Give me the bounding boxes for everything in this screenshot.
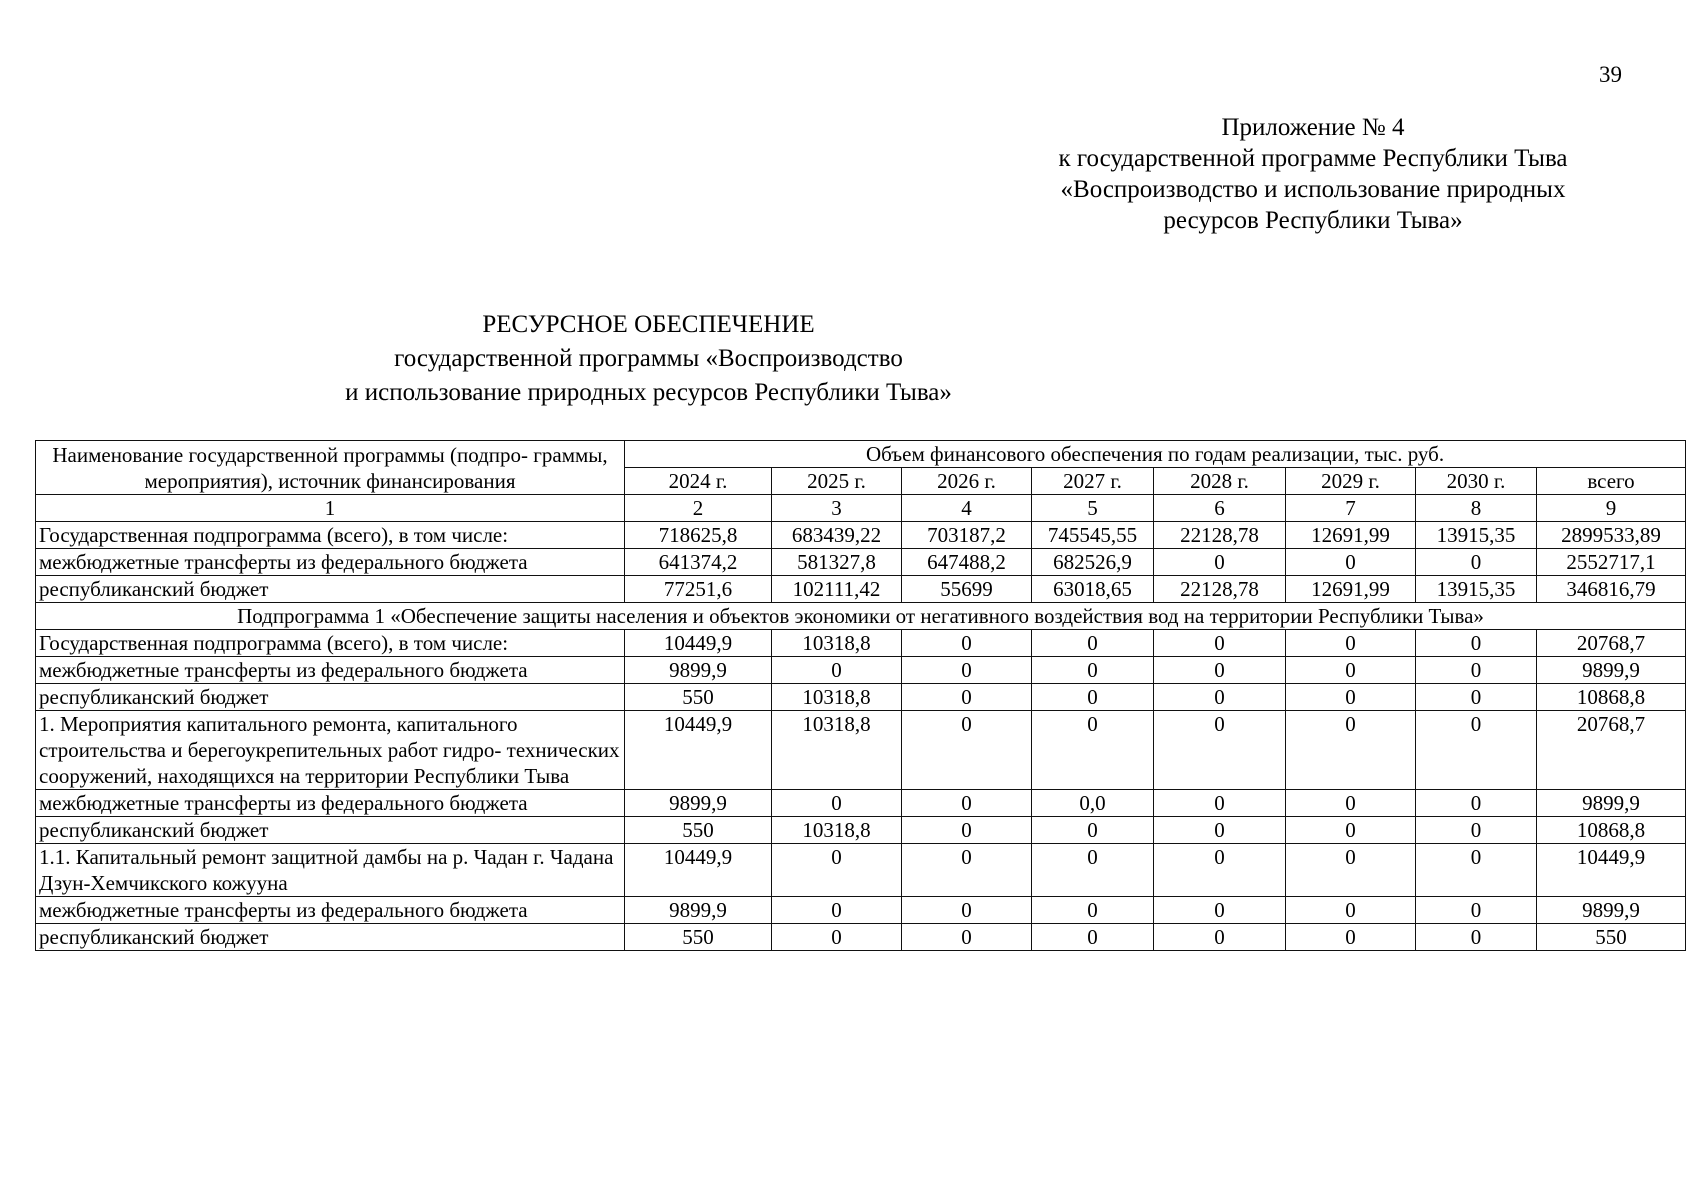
- header-name: Наименование государственной программы (подпро- граммы, мероприятия), источник финансирования: [36, 441, 625, 495]
- row-value: 22128,78: [1154, 522, 1286, 549]
- row-value: 77251,6: [625, 576, 772, 603]
- table-row: [36, 522, 1686, 549]
- row-name: Государственная подпрограмма (всего), в том числе:: [36, 630, 625, 657]
- row-value: 0: [1286, 790, 1416, 817]
- row-value: 0: [1286, 711, 1416, 790]
- row-value: 0: [1416, 549, 1537, 576]
- title-line-3: и использование природных ресурсов Республики Тыва»: [345, 379, 952, 406]
- row-value: 0: [1416, 844, 1537, 897]
- header-year: 2025 г.: [772, 468, 902, 495]
- row-value: 0: [902, 924, 1032, 951]
- row-value: 0: [772, 844, 902, 897]
- row-value: 683439,22: [772, 522, 902, 549]
- row-value: 13915,35: [1416, 522, 1537, 549]
- appendix-line-3: «Воспроизводство и использование природных: [1060, 176, 1566, 203]
- table-row: [36, 844, 1686, 897]
- row-value: 718625,8: [625, 522, 772, 549]
- row-value: 682526,9: [1032, 549, 1154, 576]
- appendix-line-1: Приложение № 4: [1221, 114, 1405, 141]
- row-name: межбюджетные трансферты из федерального бюджета: [36, 790, 625, 817]
- header-year: 2026 г.: [902, 468, 1032, 495]
- row-value: 0: [1416, 924, 1537, 951]
- row-value: 0: [902, 657, 1032, 684]
- row-value: 0: [1286, 630, 1416, 657]
- subprogram-rows: [36, 630, 1686, 951]
- table-row: [36, 684, 1686, 711]
- row-value: 10868,8: [1537, 817, 1686, 844]
- row-value: 10868,8: [1537, 684, 1686, 711]
- subprogram-title-row: [36, 603, 1686, 630]
- row-value: 0: [902, 817, 1032, 844]
- title-line-1: РЕСУРСНОЕ ОБЕСПЕЧЕНИЕ: [482, 311, 815, 338]
- row-value: 9899,9: [1537, 657, 1686, 684]
- row-value: 703187,2: [902, 522, 1032, 549]
- appendix-note: [963, 112, 1663, 236]
- row-name: межбюджетные трансферты из федерального бюджета: [36, 549, 625, 576]
- appendix-line-2: к государственной программе Республики Тыва: [1058, 145, 1568, 172]
- row-value: 20768,7: [1537, 630, 1686, 657]
- row-name: республиканский бюджет: [36, 576, 625, 603]
- table-row: [36, 897, 1686, 924]
- row-value: 2899533,89: [1537, 522, 1686, 549]
- row-name: 1.1. Капитальный ремонт защитной дамбы на р. Чадан г. Чадана Дзун-Хемчикского кожууна: [36, 844, 625, 897]
- row-value: 0: [1154, 924, 1286, 951]
- header-year: 2028 г.: [1154, 468, 1286, 495]
- row-value: 102111,42: [772, 576, 902, 603]
- appendix-line-4: ресурсов Республики Тыва»: [1163, 207, 1463, 234]
- row-value: 0: [1286, 684, 1416, 711]
- column-number: 6: [1154, 495, 1286, 522]
- row-value: 745545,55: [1032, 522, 1154, 549]
- row-value: 9899,9: [1537, 790, 1686, 817]
- row-value: 0: [1032, 844, 1154, 897]
- row-value: 0: [1032, 924, 1154, 951]
- row-value: 13915,35: [1416, 576, 1537, 603]
- row-value: 0: [902, 897, 1032, 924]
- program-rows: [36, 522, 1686, 603]
- column-number: 5: [1032, 495, 1154, 522]
- row-value: 0: [1416, 897, 1537, 924]
- row-value: 0: [1154, 657, 1286, 684]
- header-year: 2029 г.: [1286, 468, 1416, 495]
- row-value: 9899,9: [625, 657, 772, 684]
- row-value: 0: [772, 924, 902, 951]
- table-row: [36, 817, 1686, 844]
- row-name: межбюджетные трансферты из федерального бюджета: [36, 657, 625, 684]
- header-total: всего: [1537, 468, 1686, 495]
- page-number: 39: [1599, 62, 1622, 87]
- row-value: 0: [1416, 790, 1537, 817]
- row-value: 0: [1286, 897, 1416, 924]
- row-value: 10318,8: [772, 630, 902, 657]
- title-line-2: государственной программы «Воспроизводство: [394, 345, 903, 372]
- subprogram-section: [36, 603, 1686, 630]
- row-value: 0: [1154, 684, 1286, 711]
- table-row: [36, 576, 1686, 603]
- row-value: 0: [902, 790, 1032, 817]
- row-value: 0: [1032, 711, 1154, 790]
- row-value: 0: [902, 684, 1032, 711]
- subprogram-title: Подпрограмма 1 «Обеспечение защиты населения и объектов экономики от негативного воздействия вод на территории Республики Тыва»: [36, 603, 1686, 630]
- row-value: 0: [1286, 924, 1416, 951]
- table-row: [36, 711, 1686, 790]
- row-value: 20768,7: [1537, 711, 1686, 790]
- row-value: 550: [625, 924, 772, 951]
- row-value: 10318,8: [772, 684, 902, 711]
- resource-table: [35, 440, 1686, 951]
- table-row: [36, 657, 1686, 684]
- row-value: 10318,8: [772, 817, 902, 844]
- row-value: 0: [902, 630, 1032, 657]
- row-value: 0: [772, 657, 902, 684]
- row-value: 550: [625, 817, 772, 844]
- row-value: 0: [1154, 790, 1286, 817]
- row-value: 0: [1154, 844, 1286, 897]
- header-year: 2030 г.: [1416, 468, 1537, 495]
- row-name: Государственная подпрограмма (всего), в том числе:: [36, 522, 625, 549]
- header-year: 2027 г.: [1032, 468, 1154, 495]
- row-name: 1. Мероприятия капитального ремонта, капитального строительства и берегоукрепительных работ гидро- технических сооружений, находящихся на территории Республики Тыва: [36, 711, 625, 790]
- table-row: [36, 549, 1686, 576]
- row-value: 0: [1154, 549, 1286, 576]
- row-value: 0: [772, 790, 902, 817]
- column-number: 2: [625, 495, 772, 522]
- row-value: 550: [1537, 924, 1686, 951]
- row-value: 0: [1286, 844, 1416, 897]
- row-value: 647488,2: [902, 549, 1032, 576]
- column-number: 8: [1416, 495, 1537, 522]
- column-number: 4: [902, 495, 1032, 522]
- row-value: 0: [1416, 657, 1537, 684]
- row-value: 346816,79: [1537, 576, 1686, 603]
- row-name: республиканский бюджет: [36, 684, 625, 711]
- column-number: 3: [772, 495, 902, 522]
- document-title: [0, 308, 1297, 410]
- column-number: 1: [36, 495, 625, 522]
- header-year: 2024 г.: [625, 468, 772, 495]
- row-value: 0: [902, 711, 1032, 790]
- row-value: 12691,99: [1286, 522, 1416, 549]
- row-value: 0: [772, 897, 902, 924]
- row-value: 0: [1416, 711, 1537, 790]
- row-value: 0: [1154, 630, 1286, 657]
- row-value: 22128,78: [1154, 576, 1286, 603]
- row-value: 581327,8: [772, 549, 902, 576]
- row-value: 550: [625, 684, 772, 711]
- row-value: 10449,9: [1537, 844, 1686, 897]
- row-value: 10318,8: [772, 711, 902, 790]
- row-value: 0,0: [1032, 790, 1154, 817]
- row-value: 10449,9: [625, 844, 772, 897]
- row-name: республиканский бюджет: [36, 924, 625, 951]
- row-value: 10449,9: [625, 630, 772, 657]
- row-value: 0: [1032, 657, 1154, 684]
- row-value: 641374,2: [625, 549, 772, 576]
- row-value: 0: [1032, 817, 1154, 844]
- row-value: 0: [1032, 630, 1154, 657]
- row-name: республиканский бюджет: [36, 817, 625, 844]
- row-value: 0: [1416, 684, 1537, 711]
- row-value: 0: [902, 844, 1032, 897]
- row-value: 0: [1154, 711, 1286, 790]
- table-row: [36, 630, 1686, 657]
- row-value: 0: [1416, 630, 1537, 657]
- row-value: 0: [1286, 817, 1416, 844]
- row-value: 10449,9: [625, 711, 772, 790]
- table-row: [36, 924, 1686, 951]
- row-value: 9899,9: [625, 790, 772, 817]
- column-number-row: [36, 495, 1686, 522]
- row-value: 0: [1032, 897, 1154, 924]
- header-volume: Объем финансового обеспечения по годам реализации, тыс. руб.: [625, 441, 1686, 468]
- column-number: 7: [1286, 495, 1416, 522]
- row-value: 0: [1416, 817, 1537, 844]
- row-value: 12691,99: [1286, 576, 1416, 603]
- row-value: 55699: [902, 576, 1032, 603]
- row-value: 9899,9: [1537, 897, 1686, 924]
- row-value: 0: [1154, 817, 1286, 844]
- row-value: 0: [1032, 684, 1154, 711]
- table-row: [36, 790, 1686, 817]
- row-value: 0: [1286, 549, 1416, 576]
- row-value: 0: [1154, 897, 1286, 924]
- row-value: 2552717,1: [1537, 549, 1686, 576]
- row-name: межбюджетные трансферты из федерального бюджета: [36, 897, 625, 924]
- row-value: 63018,65: [1032, 576, 1154, 603]
- row-value: 0: [1286, 657, 1416, 684]
- row-value: 9899,9: [625, 897, 772, 924]
- column-number: 9: [1537, 495, 1686, 522]
